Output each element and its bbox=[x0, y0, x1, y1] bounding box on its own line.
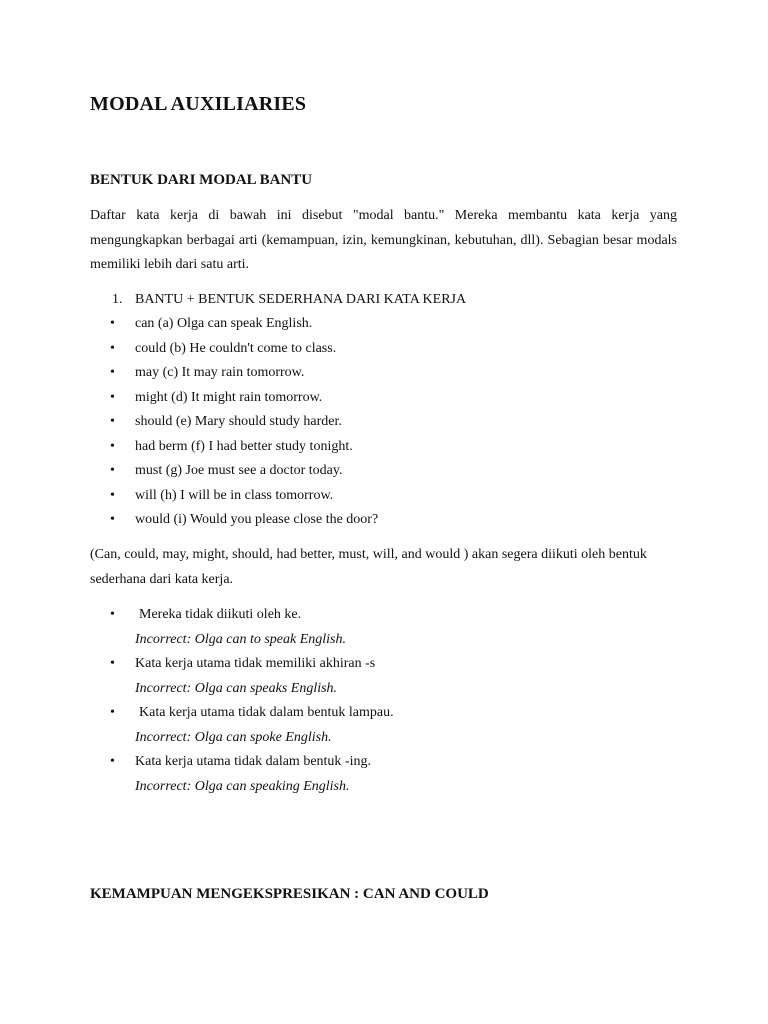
rules-list bbox=[90, 603, 690, 799]
list-item bbox=[90, 337, 690, 362]
rule-text: Kata kerja utama tidak dalam bentuk lampau. bbox=[139, 705, 394, 720]
incorrect-example: Incorrect: Olga can spoke English. bbox=[135, 729, 332, 745]
incorrect-example: Incorrect: Olga can to speak English. bbox=[135, 631, 346, 647]
bullet-icon: • bbox=[110, 512, 115, 527]
list-item bbox=[90, 652, 690, 701]
section-heading-bentuk: BENTUK DARI MODAL BANTU bbox=[90, 172, 313, 188]
example-text: may (c) It may rain tomorrow. bbox=[135, 365, 305, 380]
bullet-icon: • bbox=[110, 365, 115, 380]
list-item bbox=[90, 603, 690, 652]
list-item bbox=[90, 386, 690, 411]
intro-paragraph: Daftar kata kerja di bawah ini disebut "modal bantu." Mereka membantu kata kerja yang mengungkapkan berbagai arti (kemampuan, izin, kemungkinan, kebutuhan, dll). Sebagian besar modals memiliki lebih dari satu arti. bbox=[90, 208, 677, 272]
list-item bbox=[90, 410, 690, 435]
list-item bbox=[90, 750, 690, 799]
numbered-item-number: 1. bbox=[112, 292, 123, 307]
list-item bbox=[90, 701, 690, 750]
rule-text: Kata kerja utama tidak dalam bentuk -ing. bbox=[135, 754, 371, 769]
bullet-icon: • bbox=[110, 414, 115, 429]
note-paragraph: (Can, could, may, might, should, had better, must, will, and would ) akan segera diikuti oleh bentuk sederhana dari kata kerja. bbox=[90, 547, 647, 587]
list-item bbox=[90, 459, 690, 484]
numbered-item-text: BANTU + BENTUK SEDERHANA DARI KATA KERJA bbox=[135, 292, 467, 307]
bullet-icon: • bbox=[110, 487, 115, 503]
example-text: had berm (f) I had better study tonight. bbox=[135, 438, 353, 454]
bullet-icon: • bbox=[110, 656, 115, 671]
document-title: MODAL AUXILIARIES bbox=[90, 93, 307, 115]
bullet-icon: • bbox=[110, 389, 115, 405]
rule-text: Kata kerja utama tidak memiliki akhiran -s bbox=[135, 656, 376, 671]
example-text: can (a) Olga can speak English. bbox=[135, 316, 313, 331]
bullet-icon: • bbox=[110, 438, 115, 454]
bullet-icon: • bbox=[110, 316, 115, 331]
bullet-icon: • bbox=[110, 463, 115, 478]
rule-text: Mereka tidak diikuti oleh ke. bbox=[139, 607, 302, 622]
example-text: will (h) I will be in class tomorrow. bbox=[135, 487, 334, 503]
bullet-icon: • bbox=[110, 340, 115, 356]
section-heading-kemampuan: KEMAMPUAN MENGEKSPRESIKAN : CAN AND COULD bbox=[90, 886, 489, 902]
incorrect-example: Incorrect: Olga can speaking English. bbox=[135, 778, 350, 794]
bullet-icon: • bbox=[110, 754, 115, 769]
example-text: must (g) Joe must see a doctor today. bbox=[135, 463, 343, 478]
example-text: would (i) Would you please close the door? bbox=[135, 512, 379, 527]
example-text: might (d) It might rain tomorrow. bbox=[135, 389, 323, 405]
example-text: should (e) Mary should study harder. bbox=[135, 414, 342, 429]
list-item bbox=[90, 361, 690, 386]
bullet-icon: • bbox=[110, 607, 115, 622]
incorrect-example: Incorrect: Olga can speaks English. bbox=[135, 680, 338, 696]
list-item bbox=[90, 435, 690, 460]
example-text: could (b) He couldn't come to class. bbox=[135, 340, 337, 356]
list-item bbox=[90, 312, 690, 337]
modal-examples-list bbox=[90, 312, 690, 533]
bullet-icon: • bbox=[110, 705, 115, 720]
list-item bbox=[90, 508, 690, 533]
list-item bbox=[90, 484, 690, 509]
